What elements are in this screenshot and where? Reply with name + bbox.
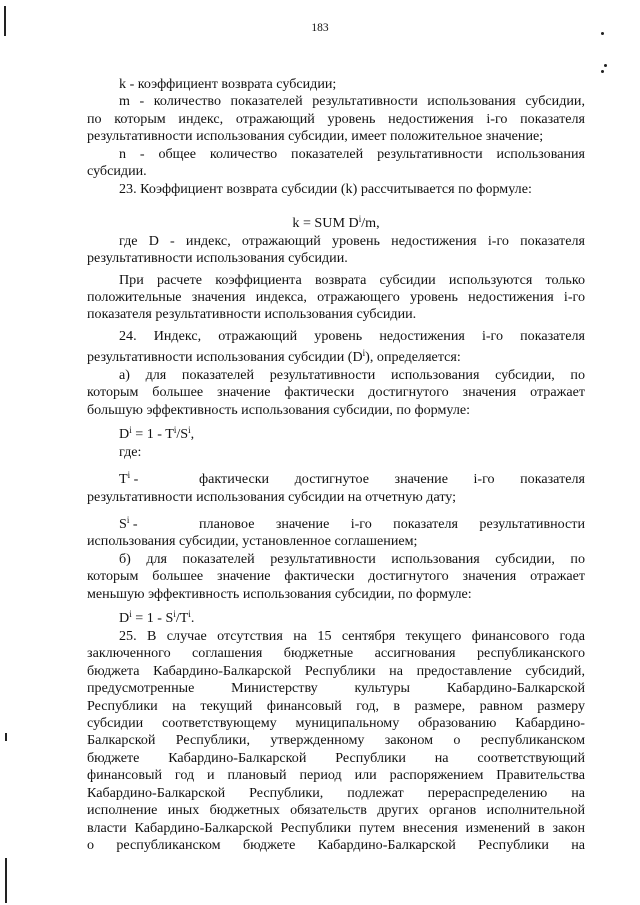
text-line: где: (119, 443, 142, 460)
formula-part: = 1 - T (131, 426, 174, 443)
formula-sup: i (188, 425, 191, 436)
text-line: б) для показателей результативности использования субсидии, по (119, 550, 585, 567)
text-line: бюджета Кабардино-Балкарской Республики на предоставление субсидий, (87, 662, 585, 679)
formula-d-a (87, 426, 585, 443)
formula-k-part: k = SUM D (292, 215, 359, 232)
scan-speck-2 (604, 64, 607, 67)
text-line: а) для показателей результативности использования субсидии, по (119, 366, 585, 383)
text-line: результативности использования субсидии на отчетную дату; (87, 488, 457, 505)
text-line: субсидии. (87, 163, 147, 180)
term-symbol-dash: - (130, 471, 139, 488)
text-line: по которым индекс, отражающий уровень недостижения i-го показателя (87, 110, 585, 127)
term-symbol-dash: - (129, 515, 138, 532)
text-line: финансовый год и плановый период или распоряжением Правительства (87, 767, 585, 784)
term-symbol (87, 516, 199, 533)
term-symbol-letter: S (119, 515, 127, 532)
scan-edge-mark-top (4, 6, 6, 36)
page-number: 183 (311, 22, 329, 34)
formula-sup: i (188, 609, 191, 620)
formula-sup: i (173, 609, 176, 620)
text-line: бюджете Кабардино-Балкарской Республики на соответствующий (87, 749, 585, 766)
formula-part: . (190, 610, 195, 627)
formula-k (87, 215, 585, 232)
text-line: которым большее значение фактически достигнутого значения отражает (87, 384, 585, 401)
scan-speck-3 (601, 70, 604, 73)
text-line: 23. Коэффициент возврата субсидии (k) рассчитывается по формуле: (119, 180, 532, 197)
formula-part: = 1 - S (131, 610, 174, 627)
term-symbol (87, 471, 199, 488)
term-t-definition (87, 471, 585, 488)
scan-speck-1 (601, 32, 604, 35)
text-line: меньшую эффективность использования субсидии, по формуле: (87, 585, 472, 602)
text-line (87, 349, 585, 366)
formula-part: /S (176, 426, 189, 443)
formula-d-b (87, 610, 585, 627)
text-line: результативности использования субсидии, имеет положительное значение; (87, 128, 544, 145)
formula-sup: i (173, 425, 177, 436)
scan-edge-mark-bottom (5, 858, 7, 903)
text-part: результативности использования субсидии (D (87, 349, 363, 366)
text-sup: i (362, 348, 366, 359)
text-line: положительные значения индекса, отражающего уровень недостижения i-го (87, 288, 585, 305)
text-line: исполнение иных бюджетных обязательств других органов исполнительной (87, 802, 585, 819)
text-line: фактически достигнутое значение i-го показателя (199, 471, 585, 488)
term-s-definition (87, 516, 585, 533)
text-line: о республиканском бюджете Кабардино-Балкарской Республики на (87, 837, 585, 854)
formula-sup: i (129, 425, 132, 436)
text-line: Республики на текущий финансовый год, в размере, равном размеру (87, 697, 585, 714)
text-line: k - коэффициент возврата субсидии; (119, 76, 337, 92)
text-line: которым большее значение фактически достигнутого значения отражает (87, 568, 585, 585)
formula-part: D (119, 610, 130, 627)
text-line: использования субсидии, установленное соглашением; (87, 533, 418, 550)
term-symbol-sup: i (126, 514, 130, 525)
text-part: ), определяется: (365, 349, 461, 366)
text-line: n - общее количество показателей результативности использования (119, 145, 585, 162)
text-line: субсидии соответствующему муниципальному образованию Кабардино- (87, 714, 585, 731)
formula-part: D (119, 426, 130, 443)
text-line: предусмотренные Министерству культуры Кабардино-Балкарской (87, 680, 585, 697)
text-line: Балкарской Республики, утвержденному законом о республиканском (87, 732, 585, 749)
formula-part: , (190, 426, 195, 443)
formula-sup: i (129, 609, 132, 620)
document-body (87, 76, 585, 855)
text-line: показателя результативности использования субсидии. (87, 306, 417, 323)
text-line: 24. Индекс, отражающий уровень недостижения i-го показателя (119, 327, 585, 344)
text-line: 25. В случае отсутствия на 15 сентября текущего финансового года (119, 627, 585, 644)
term-symbol-sup: i (127, 470, 131, 481)
text-line: При расчете коэффициента возврата субсидии используются только (119, 271, 585, 288)
text-line: большую эффективность использования субсидии, по формуле: (87, 401, 471, 418)
text-line: результативности использования субсидии. (87, 250, 348, 267)
text-line: m - количество показателей результативности использования субсидии, (119, 93, 585, 110)
text-line: заключенного соглашения бюджетные ассигнования республиканского (87, 645, 585, 662)
text-line: Кабардино-Балкарской Республики, подлежат перераспределению на (87, 784, 585, 801)
formula-k-part: /m, (361, 215, 380, 232)
formula-k-sup: i (358, 214, 362, 225)
scan-edge-mark-middle (5, 733, 7, 741)
text-line: плановое значение i-го показателя результативности (199, 515, 585, 532)
text-line: где D - индекс, отражающий уровень недостижения i-го показателя (119, 232, 585, 249)
term-symbol-letter: T (119, 471, 128, 488)
text-line: власти Кабардино-Балкарской Республики путем внесения изменений в закон (87, 819, 585, 836)
formula-part: /T (175, 610, 189, 627)
